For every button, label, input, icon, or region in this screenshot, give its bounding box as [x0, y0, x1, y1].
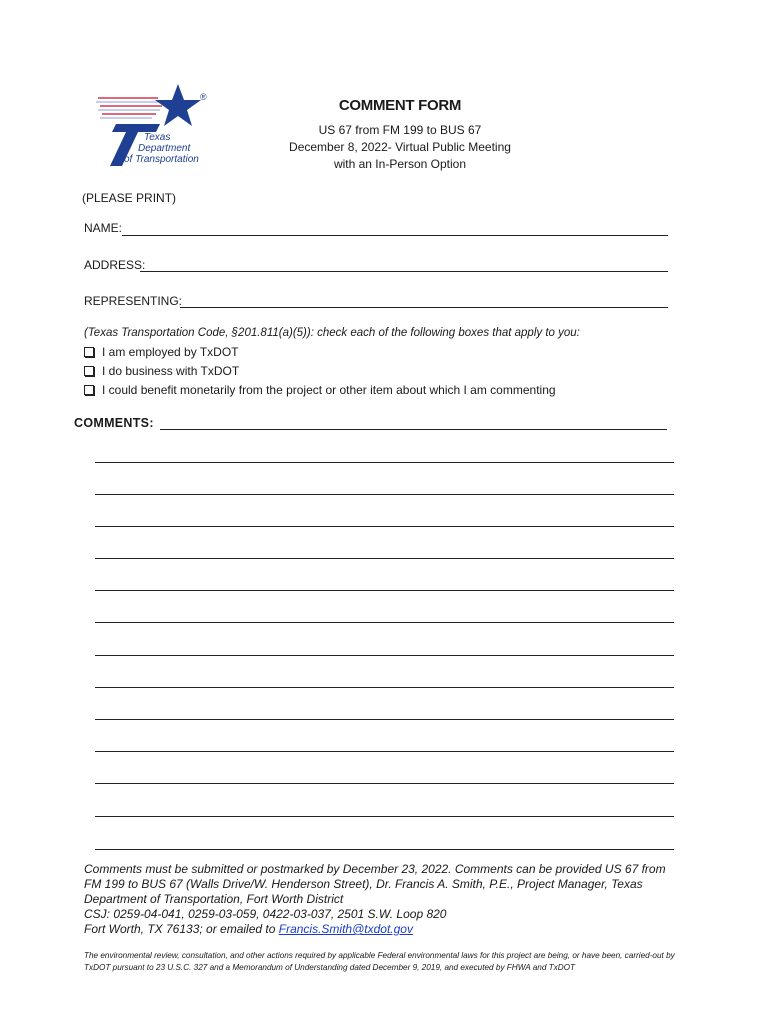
transportation-code-note: (Texas Transportation Code, §201.811(a)(5)): check each of the following boxes that apply to you:	[84, 327, 580, 339]
representing-label: REPRESENTING:	[84, 294, 183, 308]
comment-line[interactable]	[95, 655, 674, 656]
comment-line[interactable]	[95, 494, 674, 495]
comment-line[interactable]	[95, 687, 674, 688]
logo-text	[122, 132, 199, 165]
subtitle-line-2: December 8, 2022- Virtual Public Meeting	[289, 140, 511, 154]
comments-first-line[interactable]	[160, 428, 667, 430]
footer-line-1: Comments must be submitted or postmarked by December 23, 2022. Comments can be provided US 67 from	[84, 862, 666, 876]
logo-text-line-1: Texas	[144, 132, 171, 143]
checkbox-business-label: I do business with TxDOT	[102, 364, 240, 378]
representing-field[interactable]	[180, 306, 668, 308]
logo-text-line-2: Department	[138, 143, 191, 154]
logo-text-line-3: of Transportation	[124, 154, 199, 165]
name-label: NAME:	[84, 221, 123, 235]
address-label: ADDRESS:	[84, 258, 146, 272]
registered-mark: ®	[200, 92, 207, 102]
comment-line[interactable]	[95, 622, 674, 623]
footer-address-text: Fort Worth, TX 76133; or emailed to	[84, 922, 279, 936]
comment-line[interactable]	[95, 849, 674, 850]
footer-line-3: Department of Transportation, Fort Worth District	[84, 892, 344, 906]
checkbox-row-benefit[interactable]	[84, 383, 556, 397]
checkbox-row-employed[interactable]	[84, 345, 239, 359]
comment-line[interactable]	[95, 751, 674, 752]
submission-instructions	[84, 862, 684, 937]
txdot-logo	[94, 82, 224, 168]
subtitle-line-3: with an In-Person Option	[333, 157, 467, 171]
comment-line[interactable]	[95, 526, 674, 527]
comment-line[interactable]	[95, 816, 674, 817]
please-print-note: (PLEASE PRINT)	[82, 191, 177, 205]
checkbox-row-business[interactable]	[84, 364, 239, 378]
checkbox-business[interactable]	[84, 366, 94, 376]
checkbox-benefit[interactable]	[84, 385, 94, 395]
comment-line[interactable]	[95, 462, 674, 463]
checkbox-benefit-label: I could benefit monetarily from the project or other item about which I am commenting	[102, 383, 556, 397]
comments-label: COMMENTS:	[74, 416, 154, 430]
comment-line[interactable]	[95, 558, 674, 559]
footer-line-5	[84, 922, 684, 937]
comment-line[interactable]	[95, 783, 674, 784]
footer-line-2: FM 199 to BUS 67 (Walls Drive/W. Henderson Street), Dr. Francis A. Smith, P.E., Project Manager, Texas	[84, 877, 643, 891]
form-title: COMMENT FORM	[338, 97, 462, 114]
address-field[interactable]	[140, 270, 668, 272]
name-field[interactable]	[122, 234, 668, 236]
footer-line-4: CSJ: 0259-04-041, 0259-03-059, 0422-03-037, 2501 S.W. Loop 820	[84, 907, 447, 921]
comment-line[interactable]	[95, 719, 674, 720]
checkbox-employed[interactable]	[84, 347, 94, 357]
checkbox-employed-label: I am employed by TxDOT	[102, 345, 239, 359]
email-link[interactable]: Francis.Smith@txdot.gov	[278, 922, 413, 936]
comment-line[interactable]	[95, 590, 674, 591]
environmental-disclaimer: The environmental review, consultation, and other actions required by applicable Federal environmental laws for this project are being, or have been, carried-out by TxDOT pursuant to 23 U.S.C. 327 and a Memorandum of Understanding dated December 9, 2019, and executed by FHWA and TxDOT	[84, 951, 675, 972]
subtitle-line-1: US 67 from FM 199 to BUS 67	[318, 123, 482, 137]
